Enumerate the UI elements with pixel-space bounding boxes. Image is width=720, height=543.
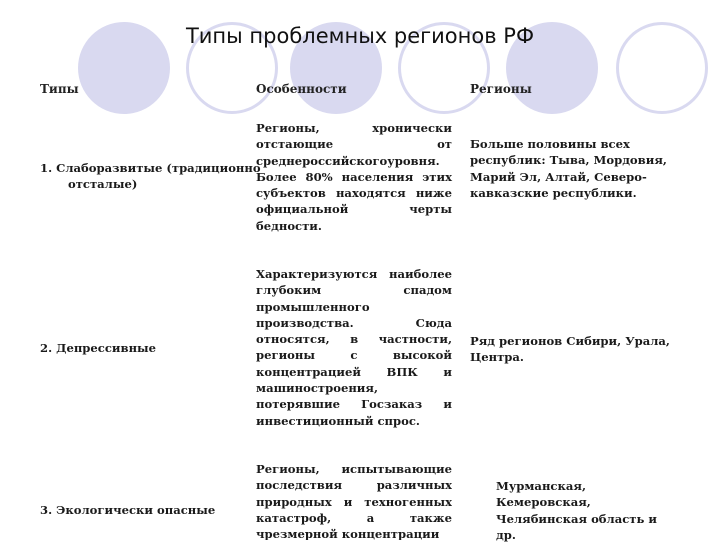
row2-type: 2. Депрессивные xyxy=(40,341,157,355)
row3-type: 3. Экологически опасные xyxy=(40,503,216,517)
header-types: Типы xyxy=(40,82,79,96)
header-regions: Регионы xyxy=(470,82,532,96)
row1-features: Регионы, хронически отстающие от среднероссийскогоуровня. Более 80% населения этих субъектов находятся ниже официальной черты бедности. xyxy=(256,121,452,233)
row3-regions: Мурманская, Кемеровская, Челябинская область и др. xyxy=(496,479,657,542)
row1-type: 1. Слаборазвитые (традиционно отсталые) xyxy=(40,161,261,192)
row2-features: Характеризуются наиболее глубоким спадом промышленного производства. Сюда относятся, в частности, регионы с высокой концентрацией ВПК и машиностроения, потерявшие Госзаказ и инвестиционный спрос. xyxy=(256,267,452,428)
row2-regions: Ряд регионов Сибири, Урала, Центра. xyxy=(470,334,670,365)
header-features: Особенности xyxy=(256,82,347,96)
row3-features: Регионы, испытывающие последствия различных природных и техногенных катастроф, а также чрезмерной концентрации xyxy=(256,462,452,540)
slide-title: Типы проблемных регионов РФ xyxy=(185,24,535,48)
row1-regions: Больше половины всех республик: Тыва, Мордовия, Марий Эл, Алтай, Северо-кавказские республики. xyxy=(470,137,667,200)
